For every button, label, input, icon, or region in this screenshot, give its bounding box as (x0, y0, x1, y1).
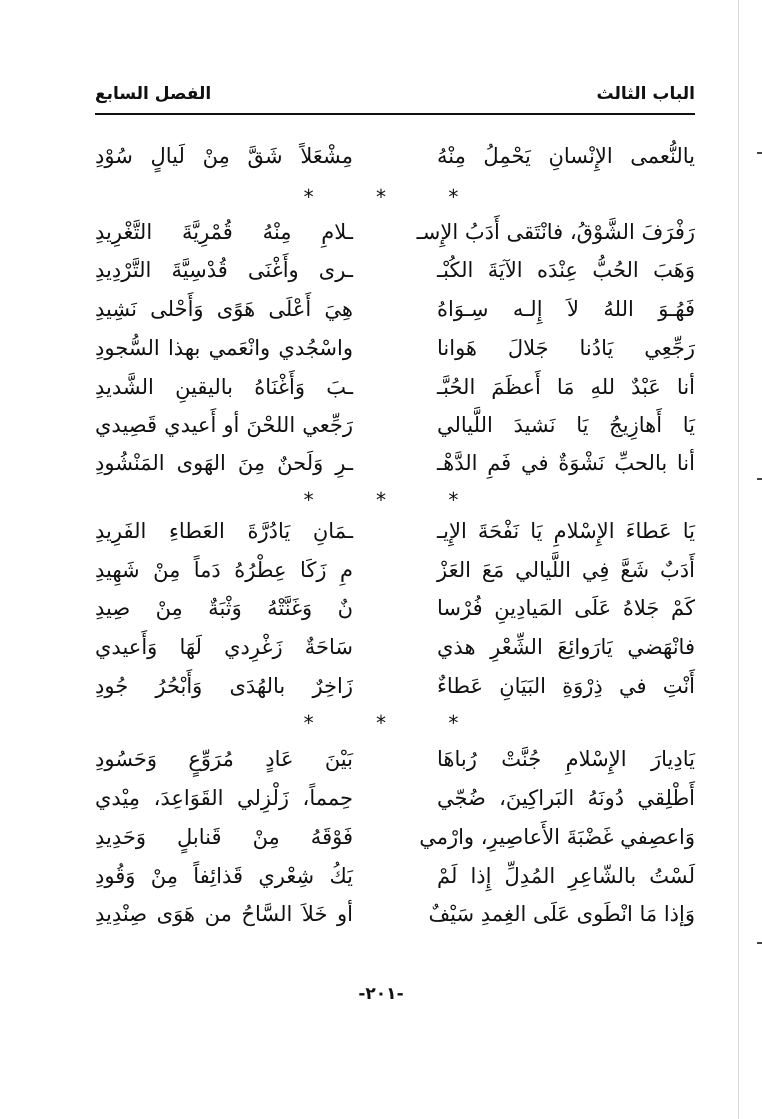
verse (95, 213, 695, 251)
verse (95, 779, 695, 817)
verse-second-hemistich: ـبَ وَأَغْنَاهُ باليقينِ الشَّديدِ (95, 375, 353, 399)
header-rule (95, 113, 695, 115)
verse-second-hemistich: مِ زَكَا عِطْرُهُ دَماً مِنْ شَهِيدِ (95, 558, 353, 582)
verse-second-hemistich: بَيْنَ عَادٍ مُرَوِّعٍ وَحَسُودِ (95, 747, 353, 771)
part-title: الباب الثالث (596, 84, 695, 104)
verse (95, 368, 695, 406)
verse-first-hemistich: فانْهَضي يَارَوائِعَ الشِّعْرِ هذي (437, 635, 695, 659)
verse-second-hemistich: يَكُ شِعْري قَذائِفاً مِنْ وَقُودِ (95, 864, 353, 888)
verse-first-hemistich: وَإذا مَا انْطَوى عَلَى الغِمدِ سَيْفٌ (428, 902, 695, 926)
verse-first-hemistich: كَمْ جَلاهُ عَلَى المَيادِينِ فُرْسا (437, 596, 695, 620)
verse-first-hemistich: يَا أَهازِيجُ يَا نَشيدَ اللَّيالي (437, 413, 695, 437)
verse (95, 818, 695, 856)
verse-first-hemistich: وَاعصِفي غَضْبَةَ الأَعاصِيرِ، وارْمي (419, 825, 695, 849)
verse-second-hemistich: سَاحَةٌ زَغْرِدي لَهَا وَأَعيدي (95, 635, 353, 659)
page-number: -٢٠١- (358, 984, 404, 1004)
verse-first-hemistich: يَا عَطاءَ الإِسْلامِ يَا نَفْحَةَ الإِيـ (437, 519, 695, 543)
verse (95, 628, 695, 666)
verse-first-hemistich: رَجِّعِي يَادُنا جَلالَ هَوانا (437, 336, 695, 360)
verse (95, 444, 695, 482)
verse (95, 740, 695, 778)
chapter-title: الفصل السابع (95, 84, 212, 104)
verse-second-hemistich: هِيَ أَعْلَى هَوًى وَأَحْلى نَشِيدِ (95, 297, 353, 321)
verse-first-hemistich: أنا بالحبِّ نَشْوَةٌ في فَمِ الدَّهْـ (437, 451, 695, 475)
page-edge-line (738, 0, 739, 1119)
verse (95, 329, 695, 367)
verse-first-hemistich: فَهُـوَ اللهُ لاَ إِلـه سِـوَاهُ (437, 297, 695, 321)
verse-second-hemistich: حِمماً، زَلْزِلي القَوَاعِدَ، مِيْدي (95, 786, 353, 810)
verse-first-hemistich: يَادِيارَ الإِسْلامِ جُنَّتْ رُباهَا (437, 747, 695, 771)
verse-first-hemistich: يالنُّعمى الإِنْسانِ يَحْمِلُ مِنْهُ (437, 144, 695, 168)
section-separator: * * * (303, 711, 487, 735)
verse (95, 290, 695, 328)
verse-second-hemistich: واسْجُدي وانْعَمي بهذا السُّجودِ (95, 336, 353, 360)
verse-second-hemistich: رَجِّعي اللحْنَ أو أَعيدي قَصِيدي (95, 413, 353, 437)
verse-second-hemistich: ـرِ وَلَحنٌ مِنَ الهَوى المَنْشُودِ (95, 451, 353, 475)
margin-tick (757, 152, 762, 154)
verse-second-hemistich: فَوْقَهُ مِنْ قَنابلٍ وَحَدِيدِ (95, 825, 353, 849)
verse (95, 512, 695, 550)
margin-tick (757, 942, 762, 944)
verse-first-hemistich: وَهَبَ الحُبُّ عِنْدَه الآيَةَ الكُبْـ (437, 258, 695, 282)
section-separator: * * * (303, 185, 487, 209)
verse (95, 406, 695, 444)
page-header (95, 84, 695, 110)
verse-second-hemistich: أو خَلاَ السَّاحُ من هَوَى صِنْدِيدِ (95, 902, 353, 926)
verse-second-hemistich: زَاخِرٌ بالهُدَى وَأَبْحُرُ جُودِ (95, 674, 353, 698)
verse-second-hemistich: ـلامِ مِنْهُ قُمْرِيَّةَ التَّغْرِيدِ (95, 220, 353, 244)
verse (95, 251, 695, 289)
margin-tick (757, 478, 762, 480)
verse-second-hemistich: ـرى وأَغْنَى قُدْسِيَّةَ التَّرْدِيدِ (95, 258, 353, 282)
verse (95, 551, 695, 589)
verse-first-hemistich: أَطْلِقي دُونَهُ البَراكِينَ، ضُجّي (437, 786, 695, 810)
verse-first-hemistich: أنا عَبْدٌ للهِ مَا أَعظَمَ الحُبَّـ (437, 375, 695, 399)
verse (95, 667, 695, 705)
verse (95, 857, 695, 895)
verse-first-hemistich: لَسْتُ بالشّاعِرِ المُدِلِّ إِذا لَمْ (437, 864, 695, 888)
verse-second-hemistich: مِشْعَلاً شَقَّ مِنْ لَيالٍ سُوْدِ (95, 144, 353, 168)
verse (95, 895, 695, 933)
verse-first-hemistich: أَدَبٌ شَعَّ فِي اللَّيالي مَعَ العَزْ (437, 558, 695, 582)
section-separator: * * * (303, 488, 487, 512)
verse (95, 137, 695, 175)
verse-first-hemistich: رَفْرَفَ الشَّوْقُ، فانْتَقى أَدَبُ الإِسـ (416, 220, 695, 244)
verse (95, 589, 695, 627)
verse-second-hemistich: ـمَانِ يَادُرَّةَ العَطاءِ الفَرِيدِ (95, 519, 353, 543)
verse-first-hemistich: أَنْتِ في ذِرْوَةِ البَيَانِ عَطاءٌ (437, 674, 695, 698)
verse-second-hemistich: نٌ وَغَنَّتْهُ وَثْبَةٌ مِنْ صِيدِ (95, 596, 353, 620)
